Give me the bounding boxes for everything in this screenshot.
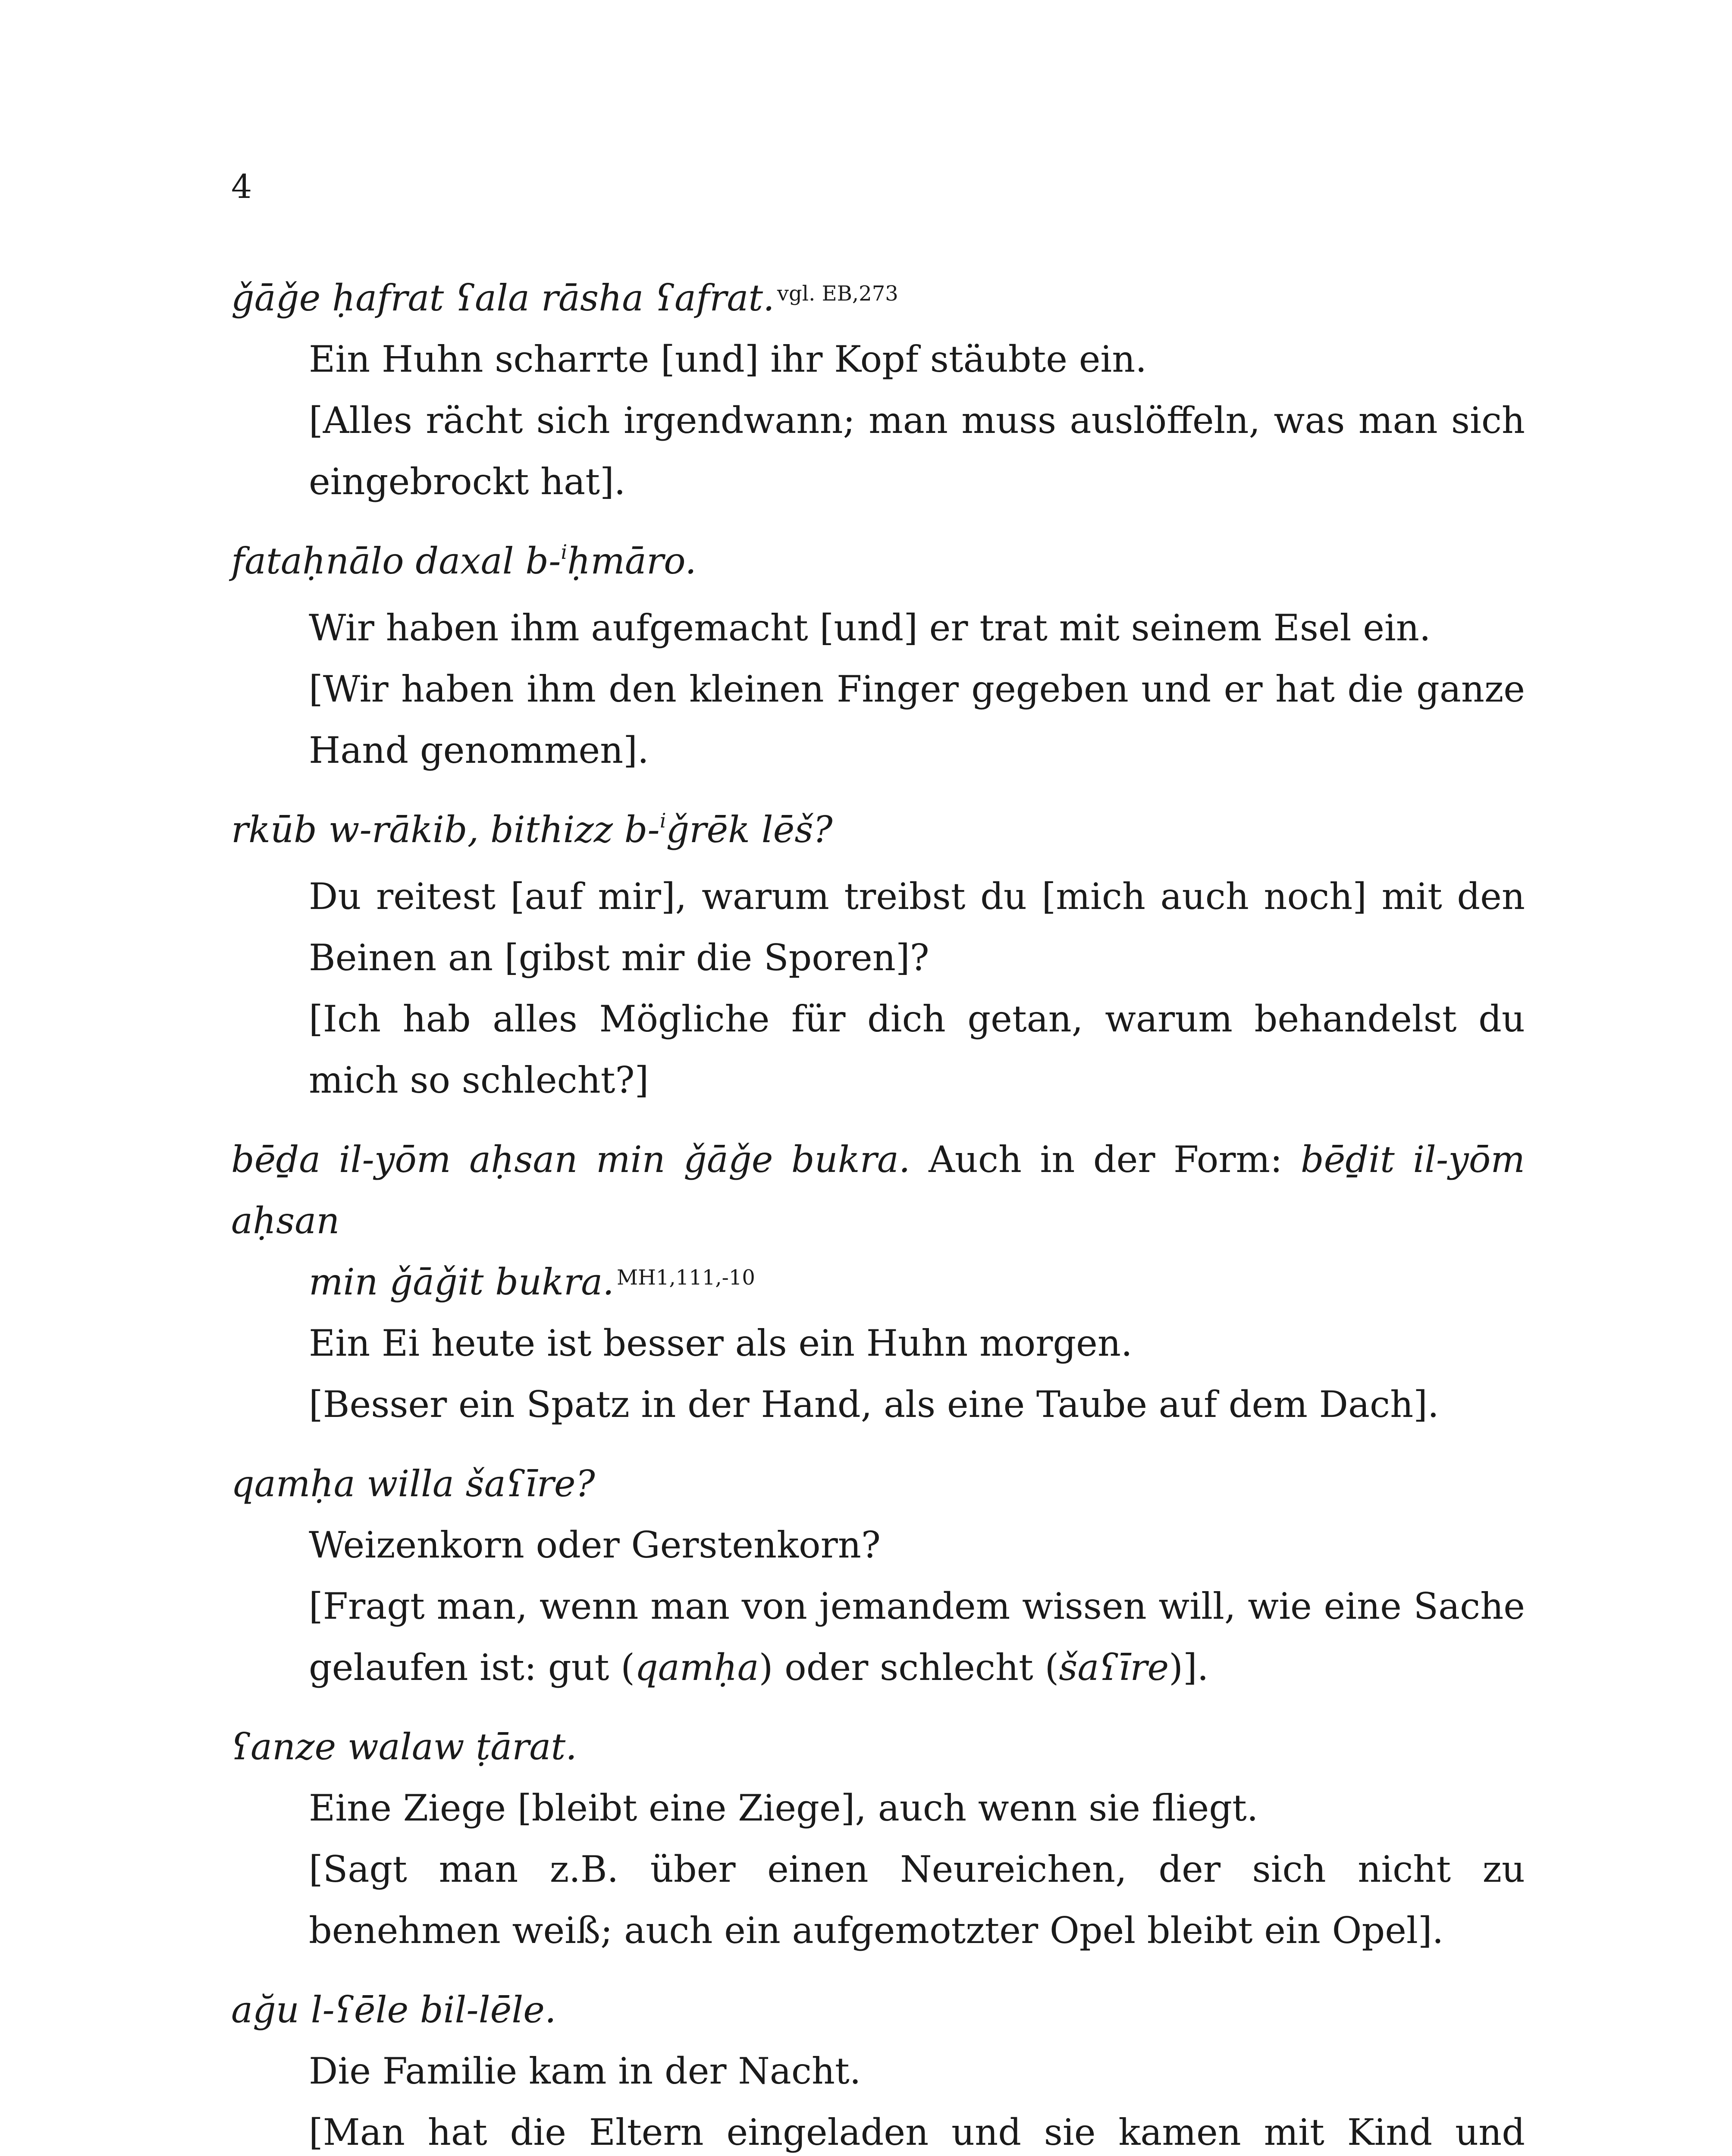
proverb-text: [231, 530, 1525, 597]
meaning-explanation: [Alles rächt sich irgendwann; man muss auslöffeln, was man sich eingebrockt hat].: [309, 399, 1525, 503]
meaning-explanation: [Ich hab alles Mögliche für dich getan, warum behandelst du mich so schlecht?]: [309, 998, 1525, 1101]
proverb-arabic: ağu l-ʕēle bil-lēle.: [231, 1989, 556, 2031]
literal-translation: Eine Ziege [bleibt eine Ziege], auch wenn sie fliegt.: [309, 1787, 1258, 1829]
proverb-continuation: [231, 1251, 1525, 1313]
page-number: 4: [231, 167, 252, 206]
source-reference: vgl. EB,273: [777, 282, 898, 306]
proverb-text: [231, 799, 1525, 866]
literal-translation: Du reitest [auf mir], warum treibst du [mich auch noch] mit den Beinen an [gibst mir die Sporen]?: [309, 875, 1525, 979]
proverb-variant-part: bēḏit il-yōm aḥsan: [231, 1138, 1525, 1242]
proverb-arabic-part: ḥmāro.: [567, 540, 697, 582]
proverb-arabic-part: bēḏa il-yōm aḥsan min ǧāǧe bukra.: [231, 1138, 910, 1181]
proverb-variant-part: min ǧāǧit bukra.: [309, 1261, 614, 1303]
proverb-arabic: ǧāǧe ḥafrat ʕala rāsha ʕafrat.: [231, 277, 775, 319]
explanation-part: [Fragt man, wenn man von jemandem wissen will, wie eine Sache gelaufen ist: gut (: [309, 1585, 1525, 1689]
proverb-text: [231, 1453, 1525, 1514]
proverb-arabic-part: rkūb w-rākib, bithizz b-: [231, 808, 660, 851]
variant-intro: Auch in der Form:: [910, 1138, 1301, 1181]
source-reference: MH1,111,-10: [616, 1266, 755, 1290]
meaning-explanation: [Man hat die Eltern eingeladen und sie kamen mit Kind und: [309, 2111, 1525, 2153]
proverb-entry-2: [231, 530, 1525, 781]
explanation-term: qamḥa: [634, 1646, 759, 1689]
meaning-explanation: [231, 1576, 1525, 1698]
proverb-text: [231, 267, 1525, 329]
proverb-entry-3: [231, 799, 1525, 1111]
proverb-text: [231, 1716, 1525, 1777]
proverb-text: [231, 1129, 1525, 1251]
proverb-entry-4: [231, 1129, 1525, 1435]
proverb-text: [231, 1979, 1525, 2040]
proverb-arabic: qamḥa willa šaʕīre?: [231, 1463, 595, 1505]
superscript-vowel: i: [659, 809, 666, 832]
literal-translation: Ein Ei heute ist besser als ein Huhn morgen.: [309, 1322, 1133, 1364]
proverb-entry-6: [231, 1716, 1525, 1961]
literal-translation: Weizenkorn oder Gerstenkorn?: [309, 1524, 881, 1566]
proverb-arabic: ʕanze walaw ṭārat.: [231, 1726, 577, 1768]
proverb-arabic-part: ǧrēk lēš?: [666, 808, 833, 851]
superscript-vowel: i: [561, 540, 568, 564]
explanation-part: )].: [1169, 1646, 1209, 1689]
meaning-explanation: [Wir haben ihm den kleinen Finger gegeben und er hat die ganze Hand genommen].: [309, 668, 1525, 771]
proverb-entry-5: [231, 1453, 1525, 1698]
proverb-entry-1: [231, 267, 1525, 512]
proverb-arabic-part: fataḥnālo daxal b-: [231, 540, 561, 582]
meaning-explanation: [Sagt man z.B. über einen Neureichen, der sich nicht zu benehmen weiß; auch ein aufgemotzter Opel bleibt ein Opel].: [309, 1848, 1525, 1952]
literal-translation: Ein Huhn scharrte [und] ihr Kopf stäubte ein.: [309, 338, 1147, 380]
literal-translation: Wir haben ihm aufgemacht [und] er trat mit seinem Esel ein.: [309, 607, 1431, 649]
explanation-part: ) oder schlecht (: [759, 1646, 1059, 1689]
proverb-list: [231, 267, 1525, 2156]
explanation-term: šaʕīre: [1059, 1646, 1169, 1689]
meaning-explanation: [Besser ein Spatz in der Hand, als eine Taube auf dem Dach].: [309, 1383, 1439, 1426]
literal-translation: Die Familie kam in der Nacht.: [309, 2050, 861, 2092]
proverb-entry-7: [231, 1979, 1525, 2156]
